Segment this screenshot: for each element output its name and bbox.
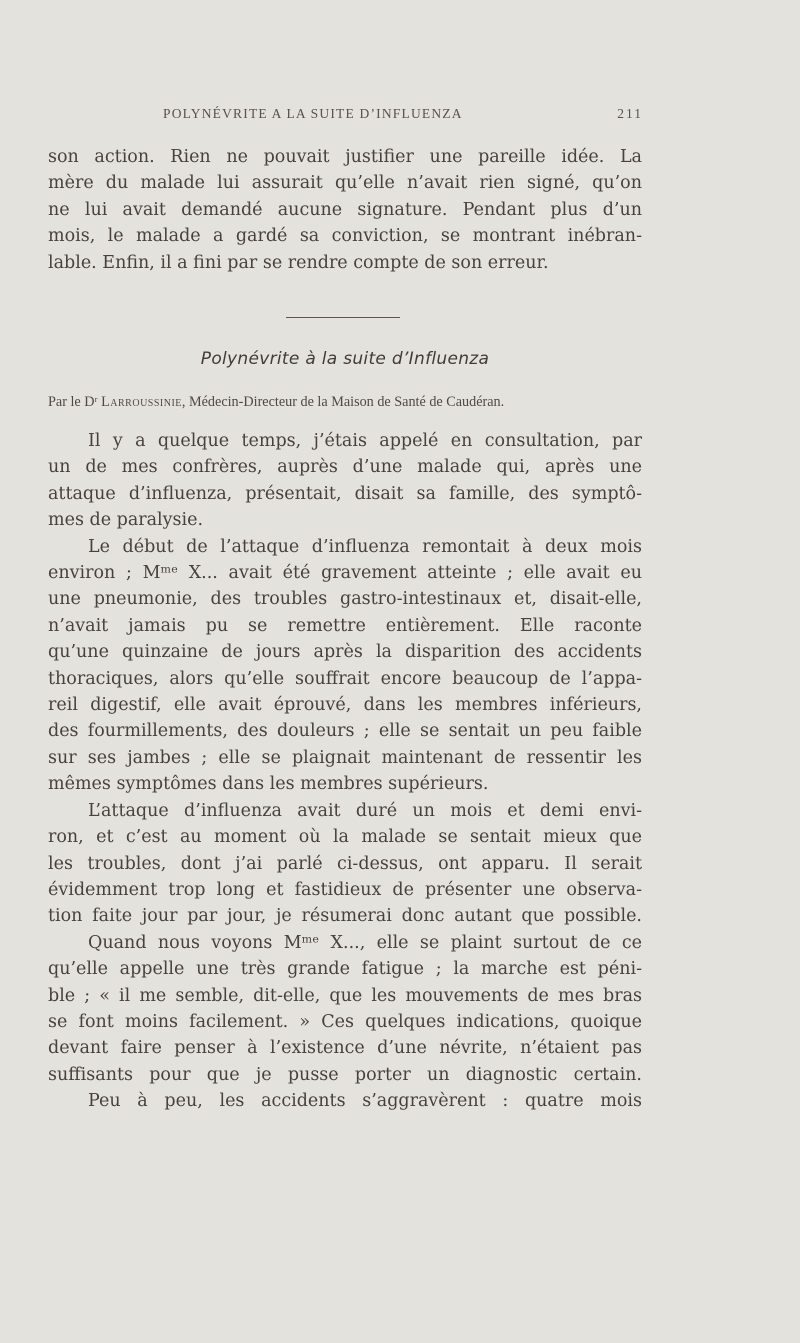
text-line: mois, le malade a gardé sa conviction, se montrant inébran-: [48, 226, 642, 247]
text-line: devant faire penser à l’existence d’une névrite, n’étaient pas: [48, 1038, 642, 1059]
author-byline: [48, 394, 642, 411]
text-line: se font moins facilement. » Ces quelques indications, quoique: [48, 1011, 642, 1032]
text-line: sur ses jambes ; elle se plaignait maintenant de ressentir les: [48, 747, 642, 768]
byline-prefix: Par le Dʳ: [48, 394, 102, 410]
text-line: thoraciques, alors qu’elle souffrait encore beaucoup de l’appa-: [48, 668, 642, 689]
article-body: [48, 428, 642, 1115]
section-divider: [286, 317, 400, 318]
text-line: Le début de l’attaque d’influenza remontait à deux mois: [88, 536, 642, 557]
text-line: environ ; Mᵐᵉ X... avait été gravement atteinte ; elle avait eu: [48, 563, 642, 584]
text-line: suffisants pour que je pusse porter un diagnostic certain.: [48, 1064, 642, 1085]
text-line: des fourmillements, des douleurs ; elle se sentait un peu faible: [48, 721, 642, 742]
running-head-title: POLYNÉVRITE A LA SUITE D’INFLUENZA: [163, 106, 463, 121]
text-line: Peu à peu, les accidents s’aggravèrent : quatre mois: [88, 1091, 642, 1112]
text-line: n’avait jamais pu se remettre entièrement. Elle raconte: [48, 615, 642, 636]
text-line: lable. Enfin, il a fini par se rendre compte de son erreur.: [48, 252, 549, 273]
continued-paragraph: [48, 144, 642, 276]
text-line: son action. Rien ne pouvait justifier une pareille idée. La: [48, 147, 642, 167]
text-line: une pneumonie, des troubles gastro-intestinaux et, disait-elle,: [48, 589, 642, 610]
text-line: attaque d’influenza, présentait, disait sa famille, des symptô-: [48, 483, 642, 504]
text-line: Quand nous voyons Mᵐᵉ X..., elle se plaint surtout de ce: [88, 932, 642, 953]
text-line: ne lui avait demandé aucune signature. Pendant plus d’un: [48, 199, 642, 220]
text-line: L’attaque d’influenza avait duré un mois et demi envi-: [88, 800, 642, 821]
section-title: Polynévrite à la suite d’Influenza: [200, 349, 490, 369]
byline-affiliation: , Médecin-Directeur de la Maison de Santé de Caudéran.: [181, 394, 505, 410]
text-line: mes de paralysie.: [48, 510, 204, 531]
text-line: ron, et c’est au moment où la malade se sentait mieux que: [48, 827, 642, 848]
text-line: évidemment trop long et fastidieux de présenter une observa-: [48, 879, 642, 900]
text-line: tion faite jour par jour, je résumerai donc autant que possible.: [48, 906, 642, 927]
text-line: ble ; « il me semble, dit-elle, que les mouvements de mes bras: [48, 985, 642, 1006]
text-line: Il y a quelque temps, j’étais appelé en consultation, par: [88, 431, 642, 451]
text-line: qu’une quinzaine de jours après la disparition des accidents: [48, 642, 642, 663]
text-line: qu’elle appelle une très grande fatigue ; la marche est péni-: [48, 959, 642, 980]
author-name: Larroussinie: [101, 394, 182, 410]
text-line: un de mes confrères, auprès d’une malade qui, après une: [48, 457, 642, 478]
text-line: reil digestif, elle avait éprouvé, dans les membres inférieurs,: [48, 695, 642, 716]
text-line: mêmes symptômes dans les membres supérieurs.: [48, 774, 489, 795]
page-number: 211: [617, 106, 643, 121]
text-line: mère du malade lui assurait qu’elle n’avait rien signé, qu’on: [48, 173, 642, 194]
text-line: les troubles, dont j’ai parlé ci-dessus, ont apparu. Il serait: [48, 853, 642, 874]
